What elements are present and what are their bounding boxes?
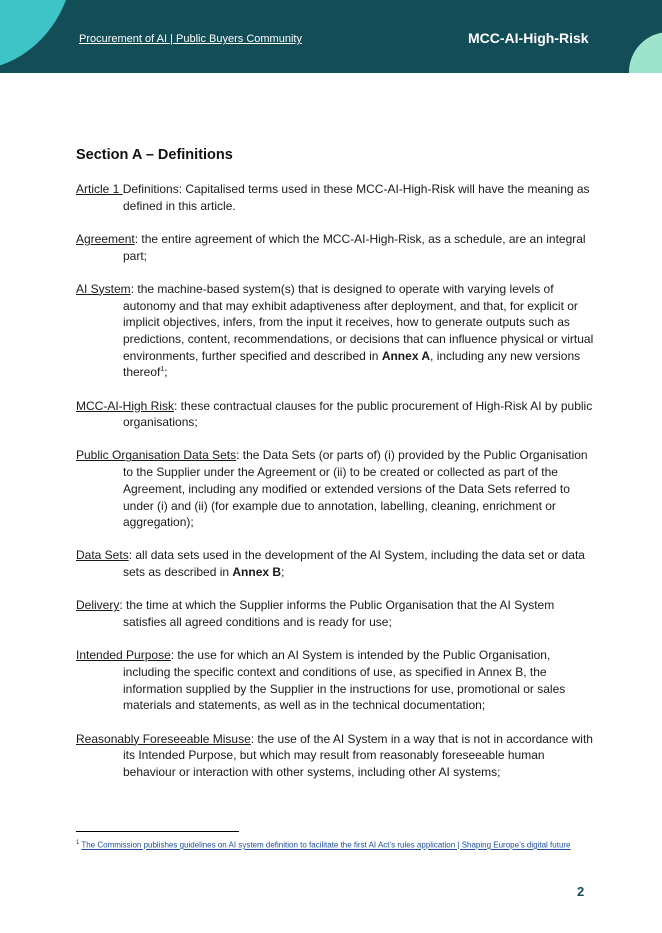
footnote <box>76 838 596 851</box>
page-number: 2 <box>577 884 585 899</box>
definition-intended-purpose <box>76 647 596 714</box>
footnote-mark: 1 <box>76 840 80 846</box>
definition-term: Article 1 <box>76 182 123 196</box>
definition-text: : the Data Sets (or parts of) (i) provided by the Public Organisation to the Supplier under the Agreement or (ii) to be created or collected as part of the Agreement, including any modified or extended versions of the Data Sets referred to under (i) and (ii) (for example due to annotation, labelling, cleaning, enrichment or aggregation); <box>123 448 588 530</box>
page-header <box>0 0 662 73</box>
definition-term: Public Organisation Data Sets <box>76 448 237 463</box>
decorative-blob-left <box>0 0 75 70</box>
definition-delivery <box>76 597 596 630</box>
header-community-link[interactable]: Procurement of AI | Public Buyers Community <box>79 33 302 45</box>
definition-text: : the entire agreement of which the MCC-AI-High-Risk, as a schedule, are an integral part; <box>123 231 586 263</box>
footnote-reference[interactable]: 1 <box>160 366 165 374</box>
definition-text: : all data sets used in the development of the AI System, including the data set or data sets as described in <box>123 548 585 580</box>
definition-text: : the machine-based system(s) that is designed to operate with varying levels of autonomy and that may exhibit adaptiveness after deployment, and that, for explicit or implicit objectives, infers, from the input it receives, how to generate outputs such as predictions, content, recommendations, or decisions that can influence physical or virtual environments, further specified and described in <box>123 281 594 363</box>
definition-text: , including any new versions thereof <box>123 348 581 380</box>
header-document-title: MCC-AI-High-Risk <box>468 30 589 46</box>
definition-agreement <box>76 231 596 264</box>
section-title: Section A – Definitions <box>76 147 233 163</box>
definition-term: Reasonably Foreseeable Misuse <box>76 731 251 746</box>
definition-term: MCC-AI-High Risk <box>76 398 175 413</box>
decorative-blob-right <box>629 32 662 73</box>
definition-term: Delivery <box>76 598 120 613</box>
definition-text: : these contractual clauses for the public procurement of High-Risk AI by public organisations; <box>123 398 593 430</box>
definition-term: AI System <box>76 281 131 296</box>
footnote-separator <box>76 831 239 832</box>
definition-data-sets <box>76 547 596 580</box>
definition-text: ; <box>164 365 168 380</box>
page-content <box>76 147 596 797</box>
definition-text: : the use for which an AI System is intended by the Public Organisation, including the specific context and conditions of use, as specified in Annex B, the information supplied by the Supplier in the instructions for use, promotional or sales materials and statements, as well as in the technical documentation; <box>123 648 566 713</box>
annex-reference: Annex A <box>381 348 431 363</box>
definition-ai-system <box>76 281 596 381</box>
definition-text: : the use of the AI System in a way that is not in accordance with its Intended Purpose, but which may result from reasonably foreseeable human behaviour or interaction with other systems, including other AI systems; <box>123 731 593 779</box>
definition-text: Definitions: Capitalised terms used in these MCC-AI-High-Risk will have the meaning as defined in this article. <box>122 182 590 213</box>
definition-term: Agreement <box>76 231 135 246</box>
definition-term: Intended Purpose <box>76 648 171 663</box>
definition-mcc-ai-high-risk <box>76 398 596 431</box>
annex-reference: Annex B <box>232 565 282 580</box>
definition-reasonably-foreseeable-misuse <box>76 731 596 781</box>
definition-text: : the time at which the Supplier informs the Public Organisation that the AI System satisfies all agreed conditions and is ready for use; <box>119 598 555 630</box>
definition-public-organisation-data-sets <box>76 447 596 531</box>
definition-term: Data Sets <box>76 548 129 563</box>
footnote-link[interactable]: The Commission publishes guidelines on AI system definition to facilitate the first AI Act’s rules application | Shaping Europe’s digital future <box>81 840 571 850</box>
definition-article-1 <box>76 181 596 214</box>
definition-text: ; <box>281 565 285 580</box>
